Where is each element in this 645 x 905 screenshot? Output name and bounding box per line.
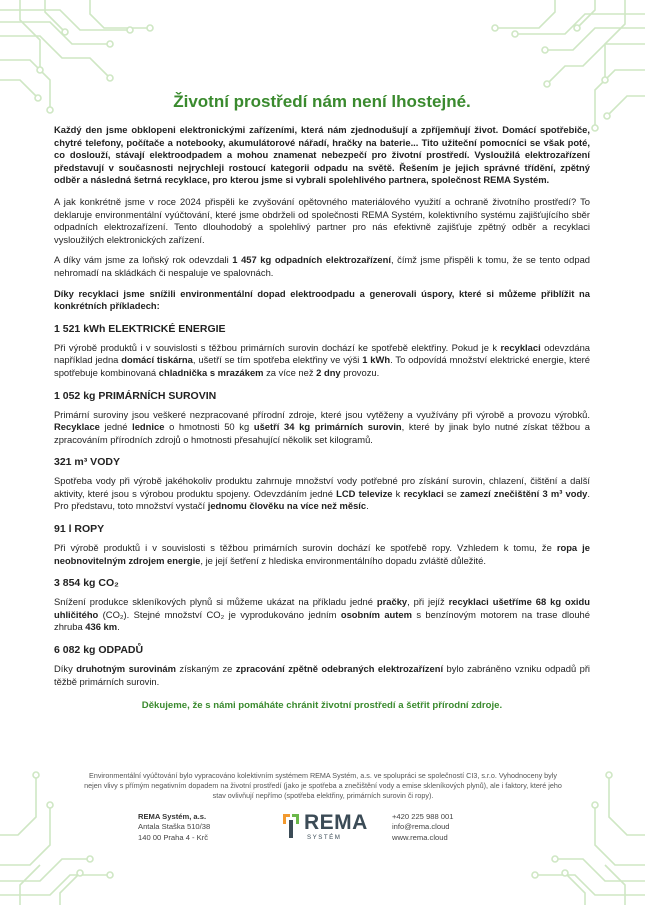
paragraph-2024-contribution: A jak konkrétně jsme v roce 2024 přispěli ke zvyšování opětovného materiálového využití a ochraně životního prostředí? To deklaruje environmentální vyúčtování, které jsme obdrželi od společnosti REMA Systém, kolektivního systému zajišťujícího sběr odpadních elektrozařízení. Tento dlouhodobý a spolehlivý partner pro nás efektivně zajišťuje zpětný odběr a recyklaci vysloužilých elektronických zařízení. (54, 195, 590, 245)
section-text-raw-materials: Primární suroviny jsou veškeré nezpracované přírodní zdroje, které jsou vytěženy a využívány při výrobě a provozu výrobků. Recyklace jedné lednice o hmotnosti 50 kg ušetří 34 kg primárních surovin, které by jinak bylo nutné získat těžbou a zpracováním přírodních zdrojů o hmotnosti přesahující několik set kilogramů. (54, 408, 590, 445)
circuit-decoration-bottom-left (0, 715, 150, 905)
rema-logo-subtext: SYSTÉM (307, 834, 342, 841)
section-heading-water: 321 m³ VODY (54, 456, 120, 469)
section-text-co2: Snížení produkce skleníkových plynů si můžeme ukázat na příkladu jedné pračky, při jejíž recyklaci ušetříme 68 kg oxidu uhličitého (CO₂). Stejné množství CO₂ je vyprodukováno jedním osobním autem s benzínovým motorem na trase dlouhé zhruba 436 km. (54, 596, 590, 633)
section-heading-oil: 91 l ROPY (54, 523, 105, 536)
paragraph-examples-intro: Díky recyklaci jsme snížili environmentální dopad elektroodpadu a generovali úspory, které si můžeme přiblížit na konkrétních příkladech: (54, 287, 590, 312)
contact-email[interactable]: info@rema.cloud (392, 822, 450, 832)
company-address (138, 812, 210, 843)
section-heading-raw-materials: 1 052 kg PRIMÁRNÍCH SUROVIN (54, 389, 217, 402)
section-heading-energy: 1 521 kWh ELEKTRICKÉ ENERGIE (54, 322, 226, 335)
company-name: REMA Systém, a.s. (138, 812, 207, 821)
rema-logo-icon (283, 814, 299, 838)
section-text-oil: Při výrobě produktů i v souvislosti s těžbou primárních surovin dochází ke spotřebě ropy. Vzhledem k tomu, že ropa je neobnovitelným zdrojem energie, je její šetření z hlediska environmentálního dopadu zvláště důležité. (54, 542, 590, 566)
intro-paragraph: Každý den jsme obklopeni elektronickými zařízeními, která nám zjednodušují a zpříjemňují život. Domácí spotřebiče, chytré telefony, počítače a notebooky, akumulátorové nářadí, hračky na baterie... Tito užiteční pomocníci se však poté, co doslouží, stávají elektroodpadem a mohou znamenat nebezpečí pro životní prostředí. Vysloužilá elektrozařízení představují v současnosti nejrychleji rostoucí kategorii odpadu na světě. Řešením je jejich správné třídění, zpětný odběr a následná šetrná recyklace, pro kterou jsme si vybrali spolehlivého partnera, společnost REMA Systém. (54, 124, 590, 186)
footer (0, 812, 645, 852)
contact-info (392, 812, 453, 843)
contact-phone: +420 225 988 001 (392, 812, 454, 821)
section-heading-co2: 3 854 kg CO₂ (54, 577, 119, 590)
section-heading-waste: 6 082 kg ODPADŮ (54, 644, 144, 657)
section-text-water: Spotřeba vody při výrobě jakéhokoliv produktu zahrnuje množství vody potřebné pro získání surovin, chlazení, čištění a další aktivity, které jsou s výrobou produktu spojeny. Odevzdáním jedné LCD televize k recyklaci se zamezí znečištění 3 m³ vody. Pro představu, toto množství vystačí jednomu člověku na více než měsíc. (54, 475, 590, 512)
section-text-energy: Při výrobě produktů i v souvislosti s těžbou primárních surovin dochází ke spotřebě elektřiny. Pokud je k recyklaci odevzdána například jedna domácí tiskárna, ušetří se tím spotřeba elektřiny ve výši 1 kWh. To odpovídá množství elektrické energie, které spotřebuje kombinovaná chladnička s mrazákem za více než 2 dny provozu. (54, 341, 591, 378)
document-body (54, 92, 590, 713)
contact-web[interactable]: www.rema.cloud (392, 832, 448, 842)
rema-logo (283, 811, 368, 846)
circuit-decoration-bottom-right (495, 715, 645, 905)
rema-logo-text: REMA (304, 811, 368, 834)
company-city: 140 00 Praha 4 - Krč (138, 832, 209, 842)
company-street: Antala Staška 510/38 (138, 822, 211, 832)
page-title: Životní prostředí nám není lhostejné. (173, 92, 471, 111)
paragraph-collected-amount: A díky vám jsme za loňský rok odevzdali 1 457 kg odpadních elektrozařízení, čímž jsme přispěli k tomu, že se tento odpad nehromadí na skládkách či nespaluje ve spalovnách. (54, 254, 590, 278)
footer-note: Environmentální vyúčtování bylo vypracováno kolektivním systémem REMA Systém, a.s. ve spolupráci se společností CI3, s.r.o. Vyhodnoceny byly nejen vlivy s přímým negativním dopadem na životní prostředí (jako je spotřeba a znečištění vody a emise skleníkových plynů), ale i faktory, které jeho stav ovlivňují nepřímo (spotřeba elektřiny, primárních surovin či ropy). (84, 771, 562, 800)
thanks-message: Děkujeme, že s námi pomáháte chránit životní prostředí a šetřit přírodní zdroje. (141, 700, 503, 712)
section-text-waste: Díky druhotným surovinám získaným ze zpracování zpětně odebraných elektrozařízení bylo zabráněno vzniku odpadů při těžbě primárních surovin. (54, 663, 591, 687)
